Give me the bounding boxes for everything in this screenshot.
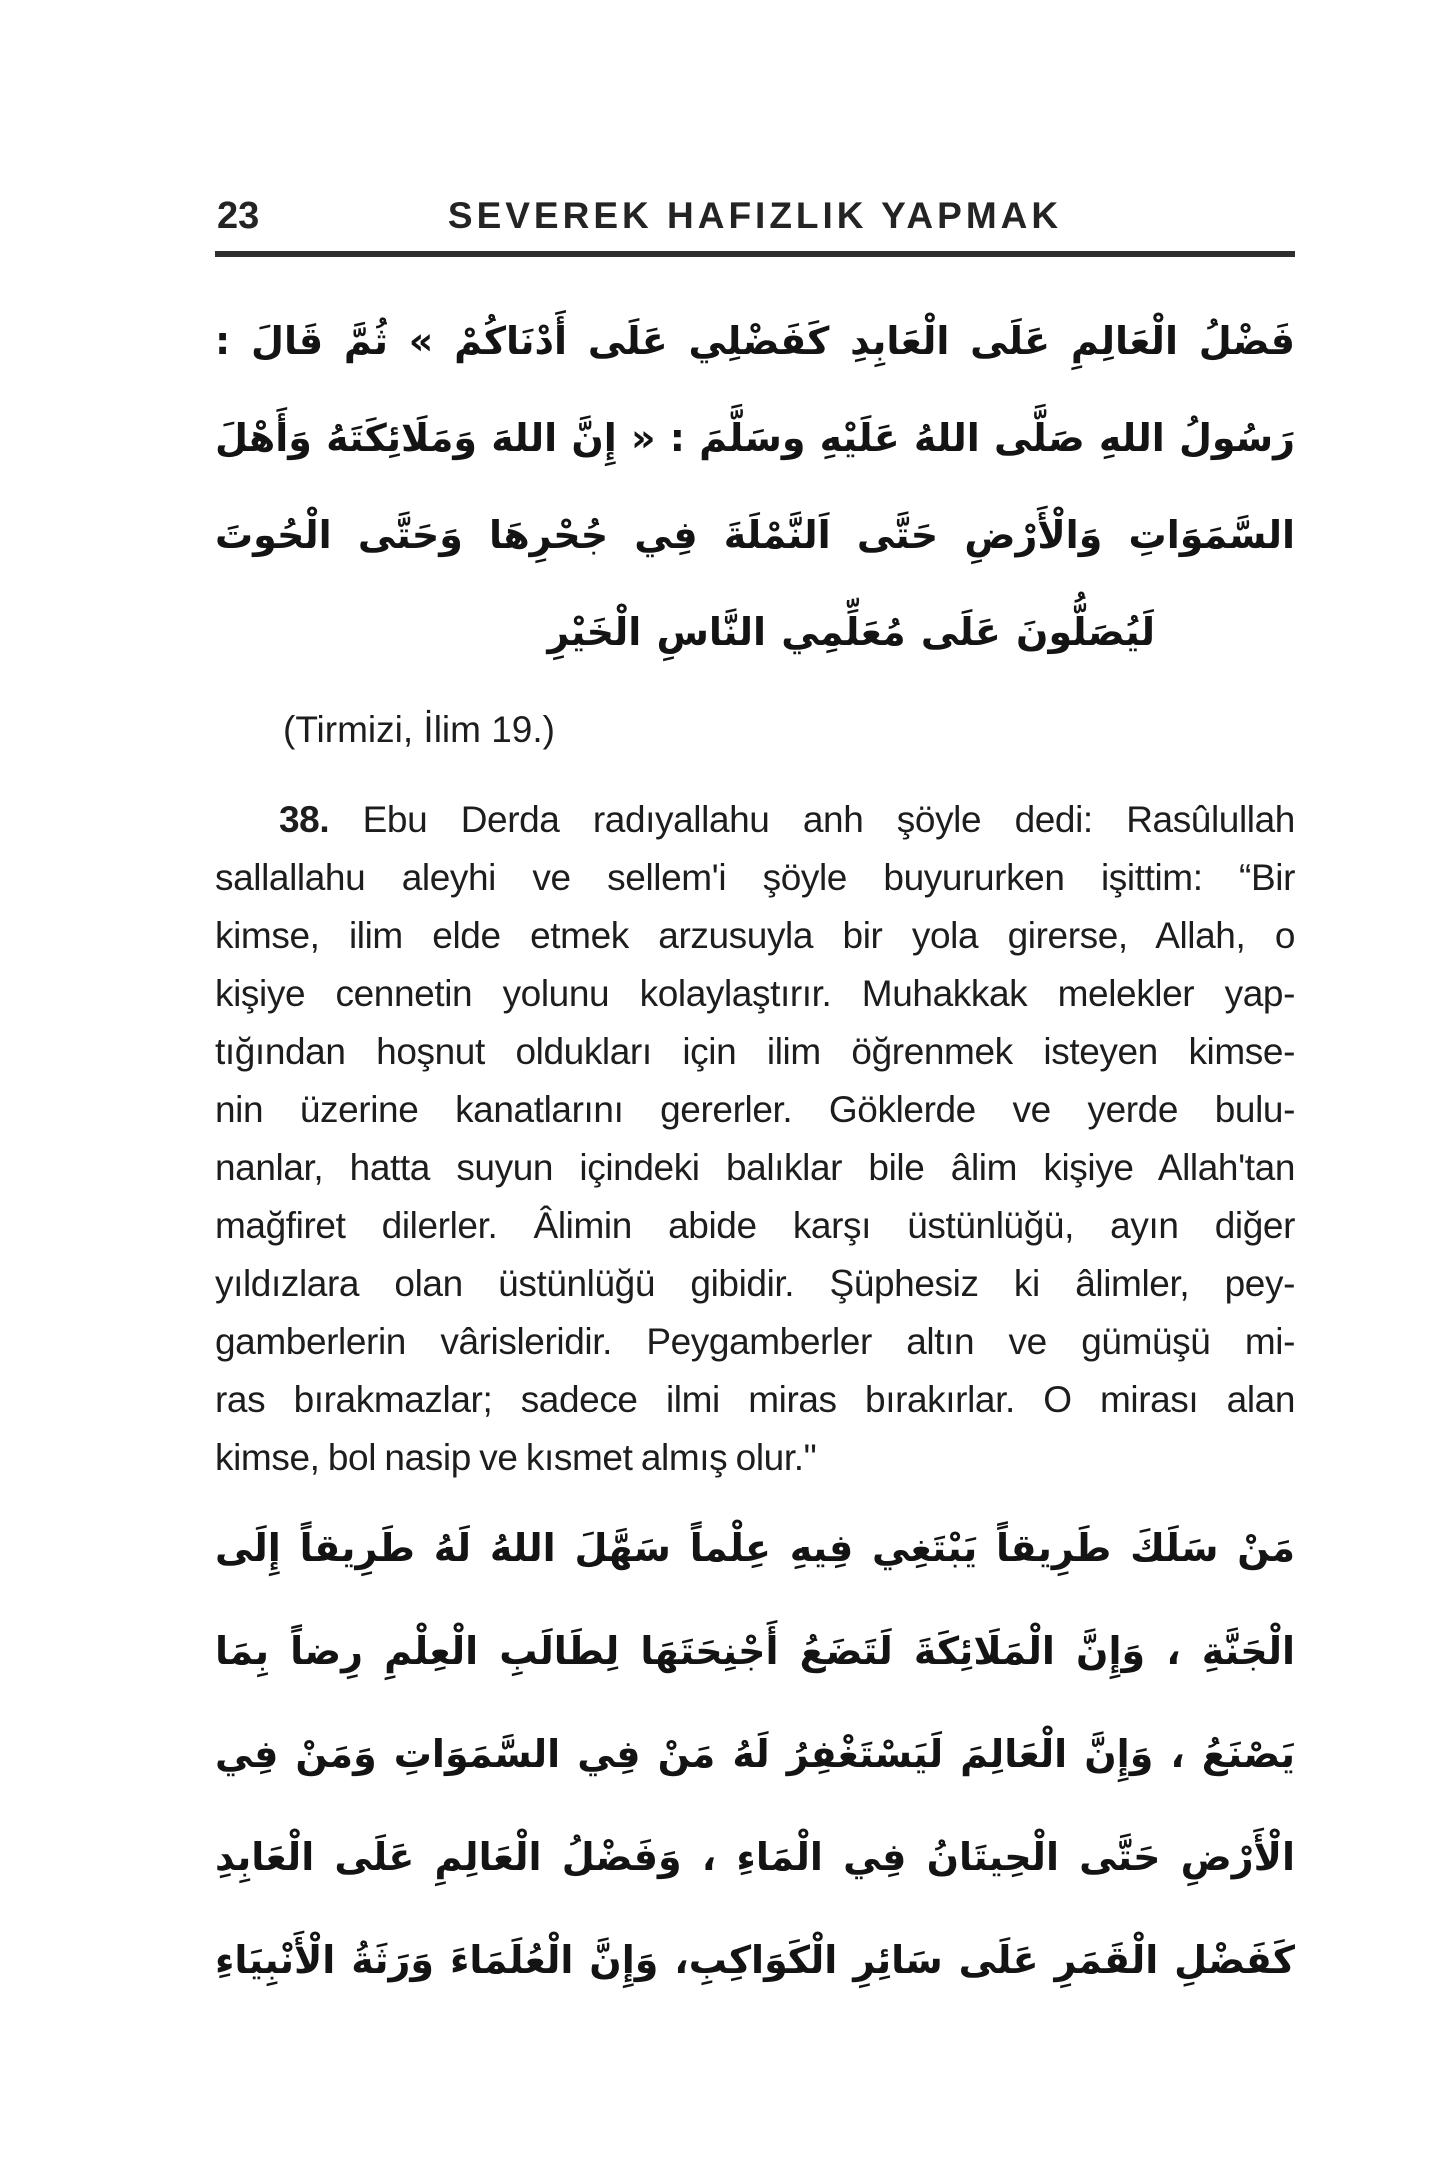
paragraph-line-text: Ebu Derda radıyallahu anh şöyle dedi: Rasûlullah [362, 799, 1295, 840]
hadith-citation: (Tirmizi, İlim 19.) [283, 709, 555, 750]
paragraph-line [215, 791, 1295, 849]
arabic-line: الْأَرْضِ حَتَّى الْحِيتَانُ فِي الْمَاءِ ، وَفَضْلُ الْعَالِمِ عَلَى الْعَابِدِ [215, 1835, 1295, 1879]
paragraph-line-last: kimse, bol nasip ve kısmet almış olur." [215, 1437, 817, 1478]
arabic-line-last: لَيُصَلُّونَ عَلَى مُعَلِّمِي النَّاسِ الْخَيْرِ [547, 610, 1155, 654]
page-content [0, 195, 1440, 2012]
arabic-line: رَسُولُ اللهِ صَلَّى اللهُ عَلَيْهِ وسَلَّمَ : « إِنَّ اللهَ وَمَلَائِكَتَهُ وَأَهْلَ [215, 416, 1295, 460]
paragraph-line: mağfiret dilerler. Âlimin abide karşı üstünlüğü, ayın diğer [215, 1205, 1295, 1246]
page-number: 23 [217, 195, 260, 237]
arabic-line: الْجَنَّةِ ، وَإِنَّ الْمَلَائِكَةَ لَتَضَعُ أَجْنِحَتَهَا لِطَالَبِ الْعِلْمِ رِضاً بِمَا [215, 1629, 1295, 1673]
paragraph-line: yıldızlara olan üstünlüğü gibidir. Şüphesiz ki âlimler, pey- [215, 1263, 1295, 1304]
arabic-line: مَنْ سَلَكَ طَرِيقاً يَبْتَغِي فِيهِ عِلْماً سَهَّلَ اللهُ لَهُ طَرِيقاً إِلَى [215, 1526, 1295, 1570]
hadith-number: 38. [279, 799, 330, 840]
paragraph-line: kimse, ilim elde etmek arzusuyla bir yola girerse, Allah, o [215, 915, 1295, 956]
paragraph-line: tığından hoşnut oldukları için ilim öğrenmek isteyen kimse- [215, 1031, 1295, 1072]
paragraph-line: nanlar, hatta suyun içindeki balıklar bile âlim kişiye Allah'tan [215, 1147, 1295, 1188]
arabic-line: يَصْنَعُ ، وَإِنَّ الْعَالِمَ لَيَسْتَغْفِرُ لَهُ مَنْ فِي السَّمَوَاتِ وَمَنْ فِي [215, 1732, 1295, 1776]
page-title: SEVEREK HAFIZLIK YAPMAK [447, 195, 1063, 236]
header-rule [215, 251, 1295, 257]
paragraph-line: kişiye cennetin yolunu kolaylaştırır. Muhakkak melekler yap- [215, 973, 1295, 1014]
page-header [215, 195, 1295, 239]
arabic-line: فَضْلُ الْعَالِمِ عَلَى الْعَابِدِ كَفَضْلِي عَلَى أَدْنَاكُمْ » ثُمَّ قَالَ : [215, 319, 1295, 363]
arabic-line: كَفَضْلِ الْقَمَرِ عَلَى سَائِرِ الْكَوَاكِبِ، وَإِنَّ الْعُلَمَاءَ وَرَثَةُ الْأَنْبِيَاءِ [215, 1938, 1295, 1982]
paragraph-line: ras bırakmazlar; sadece ilmi miras bırakırlar. O mirası alan [215, 1379, 1295, 1420]
hadith-translation-paragraph [215, 791, 1295, 1487]
paragraph-line: gamberlerin vârisleridir. Peygamberler altın ve gümüşü mi- [215, 1321, 1295, 1362]
arabic-hadith-block-2 [215, 1497, 1295, 2012]
arabic-line: السَّمَوَاتِ وَالْأَرْضِ حَتَّى اَلنَّمْلَةَ فِي جُحْرِهَا وَحَتَّى الْحُوتَ [215, 513, 1295, 557]
paragraph-line: nin üzerine kanatlarını gererler. Göklerde ve yerde bulu- [215, 1089, 1295, 1130]
paragraph-line: sallallahu aleyhi ve sellem'i şöyle buyururken işittim: “Bir [215, 857, 1295, 898]
arabic-hadith-block-1 [215, 293, 1295, 681]
